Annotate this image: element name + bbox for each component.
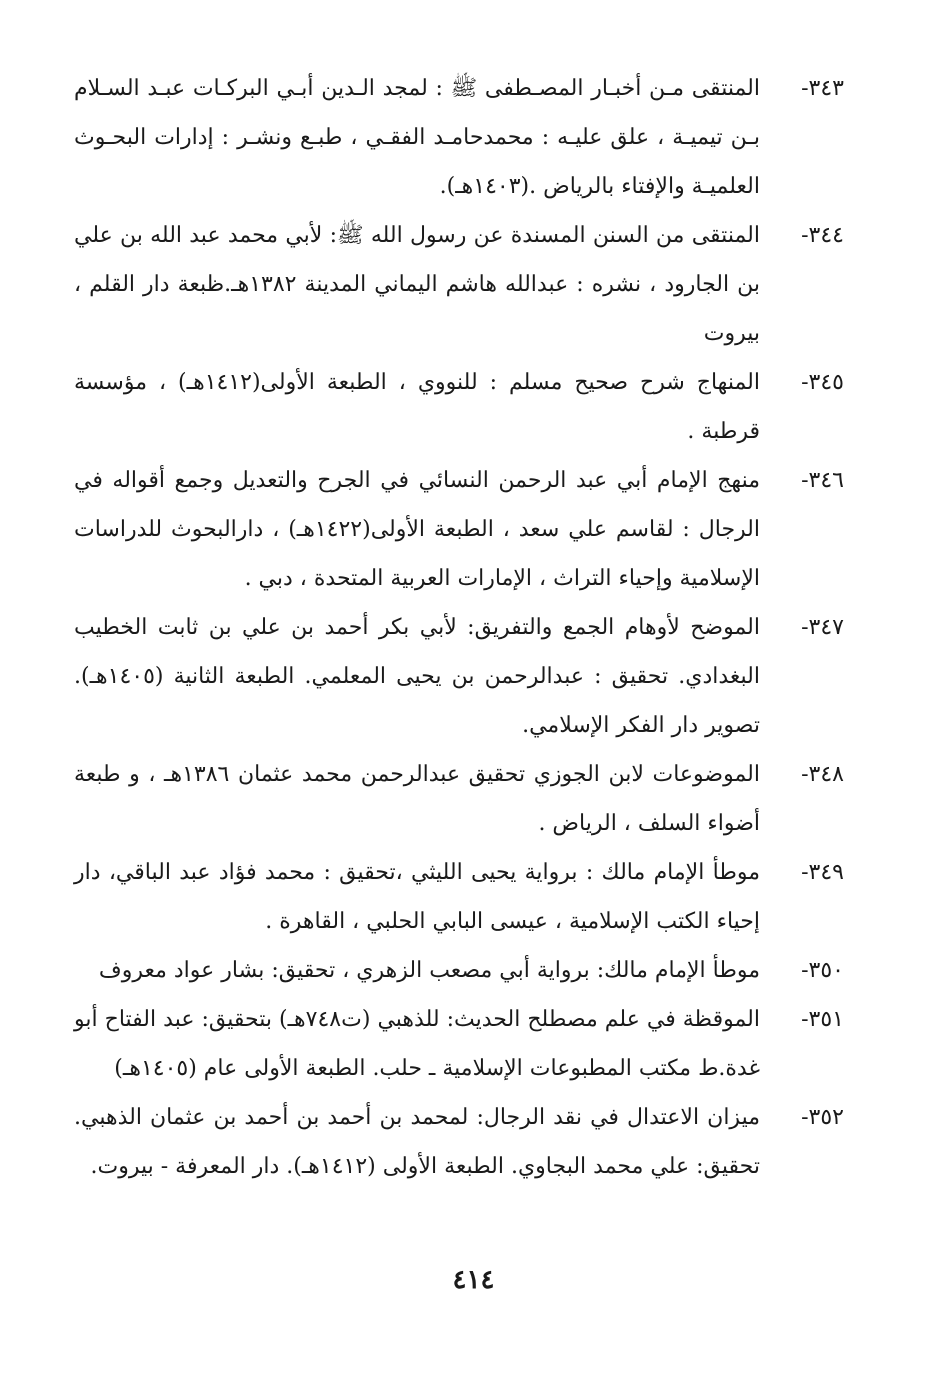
reference-number: ٣٥١- <box>801 1007 844 1032</box>
reference-number: ٣٤٧- <box>801 615 844 640</box>
reference-text: الموقظة في علم مصطلح الحديث: للذهبي (ت٧٤٨هـ) بتحقيق: عبد الفتاح أبو غدة.ط مكتب المطبوعات الإسلامية ـ حلب. الطبعة الأولى عام (١٤٠٥هـ) <box>74 1007 761 1081</box>
reference-list <box>74 64 844 1191</box>
reference-entry <box>74 848 844 946</box>
reference-entry <box>74 603 844 750</box>
reference-number: ٣٥٢- <box>801 1105 844 1130</box>
reference-entry <box>74 64 844 211</box>
reference-number: ٣٤٥- <box>801 370 844 395</box>
reference-text: المنهاج شرح صحيح مسلم : للنووي ، الطبعة الأولى(١٤١٢هـ) ، مؤسسة قرطبة . <box>74 370 760 444</box>
reference-entry <box>74 750 844 848</box>
reference-text: المنتقى من السنن المسندة عن رسول الله ﷺ: لأبي محمد عبد الله بن علي بن الجارود ، نشره : عبدالله هاشم اليماني المدينة ١٣٨٢هـ.ظبعة دار القلم ، بيروت <box>74 223 760 346</box>
reference-text: الموضح لأوهام الجمع والتفريق: لأبي بكر أحمد بن علي بن ثابت الخطيب البغدادي. تحقيق : عبدالرحمن بن يحيى المعلمي. الطبعة الثانية (١٤٠٥هـ). تصوير دار الفكر الإسلامي. <box>74 615 760 738</box>
reference-number: ٣٥٠- <box>801 958 844 983</box>
reference-entry <box>74 358 844 456</box>
reference-number: ٣٤٣- <box>801 76 844 101</box>
reference-text: موطأ الإمام مالك : برواية يحيى الليثي ،تحقيق : محمد فؤاد عبد الباقي، دار إحياء الكتب الإسلامية ، عيسى البابي الحلبي ، القاهرة . <box>74 860 760 934</box>
page-number: ٤١٤ <box>452 1265 495 1295</box>
reference-number: ٣٤٨- <box>801 762 844 787</box>
reference-entry <box>74 995 844 1093</box>
reference-entry <box>74 1093 844 1191</box>
reference-number: ٣٤٦- <box>801 468 844 493</box>
reference-entry <box>74 456 844 603</box>
reference-text: المنتقى مـن أخبـار المصـطفى ﷺ : لمجد الـدين أبـي البركـات عبـد السـلام بـن تيميـة ، علق عليـه : محمدحامـد الفقـي ، طبـع ونشـر : إدارات البحـوث العلميـة والإفتاء بالرياض .(١٤٠٣هـ). <box>74 76 760 199</box>
reference-entry <box>74 211 844 358</box>
reference-text: ميزان الاعتدال في نقد الرجال: لمحمد بن أحمد بن أحمد بن عثمان الذهبي. تحقيق: علي محمد البجاوي. الطبعة الأولى (١٤١٢هـ). دار المعرفة - بيروت. <box>74 1105 760 1179</box>
reference-text: منهج الإمام أبي عبد الرحمن النسائي في الجرح والتعديل وجمع أقواله في الرجال : لقاسم علي سعد ، الطبعة الأولى(١٤٢٢هـ) ، دارالبحوث للدراسات الإسلامية وإحياء التراث ، الإمارات العربية المتحدة ، دبي . <box>74 468 760 591</box>
reference-text: موطأ الإمام مالك: برواية أبي مصعب الزهري ، تحقيق: بشار عواد معروف <box>98 958 760 983</box>
reference-text: الموضوعات لابن الجوزي تحقيق عبدالرحمن محمد عثمان ١٣٨٦هـ ، و طبعة أضواء السلف ، الرياض . <box>74 762 761 836</box>
reference-entry <box>74 946 844 995</box>
reference-number: ٣٤٤- <box>801 223 844 248</box>
reference-number: ٣٤٩- <box>801 860 844 885</box>
